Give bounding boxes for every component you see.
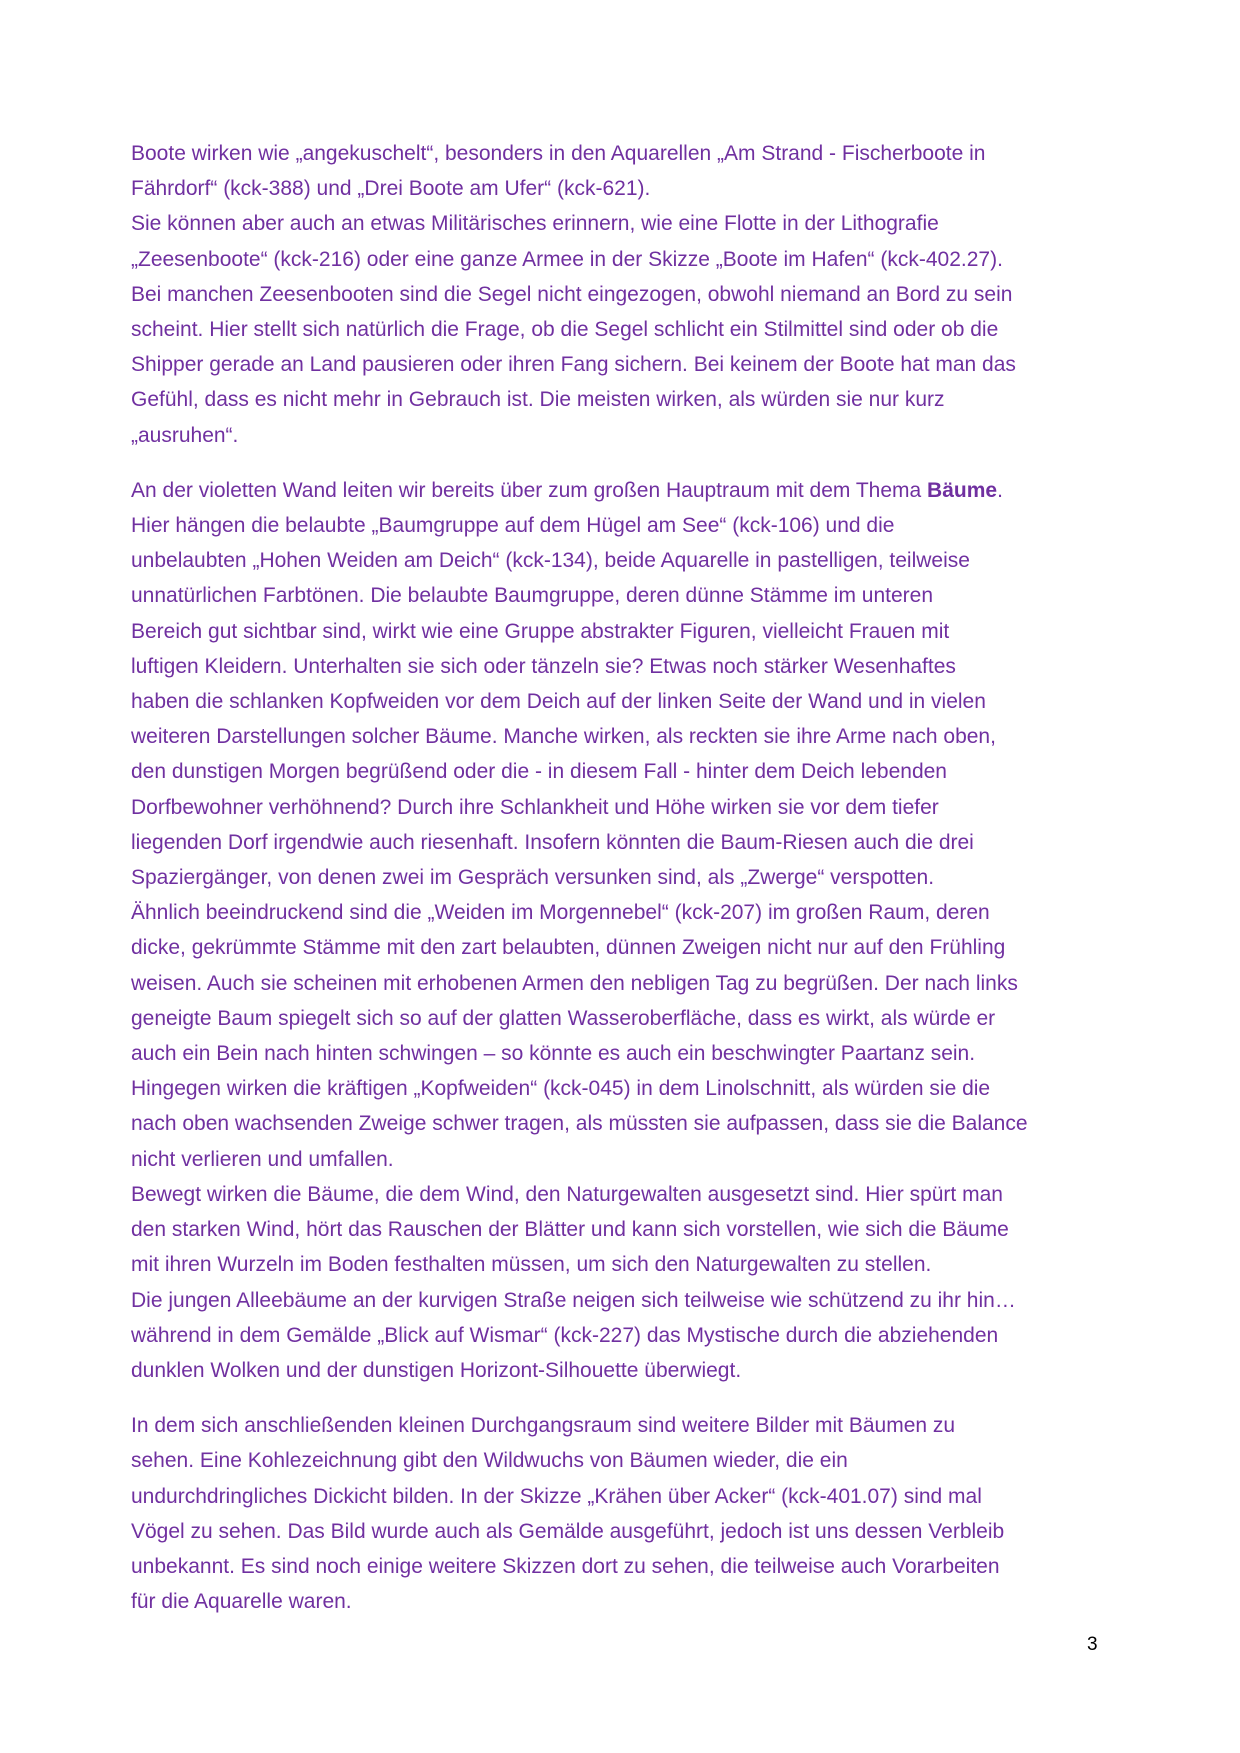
text-line: weisen. Auch sie scheinen mit erhobenen Armen den nebligen Tag zu begrüßen. Der nach links [131, 971, 1018, 995]
text-line: Vögel zu sehen. Das Bild wurde auch als Gemälde ausgeführt, jedoch ist uns dessen Verbleib [131, 1519, 1005, 1543]
text-line: auch ein Bein nach hinten schwingen – so könnte es auch ein beschwingter Paartanz sein. [131, 1042, 976, 1066]
text-line: Sie können aber auch an etwas Militärisches erinnern, wie eine Flotte in der Lithografie [131, 212, 939, 236]
text-line: unnatürlichen Farbtönen. Die belaubte Baumgruppe, deren dünne Stämme im unteren [131, 584, 934, 608]
text-line: unbekannt. Es sind noch einige weitere Skizzen dort zu sehen, die teilweise auch Vorarbeiten [131, 1554, 1000, 1578]
text-line: nach oben wachsenden Zweige schwer tragen, als müssten sie aufpassen, dass sie die Balance [131, 1112, 1028, 1136]
text-line: Spaziergänger, von denen zwei im Gespräch versunken sind, als „Zwerge“ verspotten. [131, 866, 935, 890]
paragraph-spacer [131, 453, 1109, 473]
text-line: luftigen Kleidern. Unterhalten sie sich oder tänzeln sie? Etwas noch stärker Wesenhaftes [131, 654, 956, 678]
text-run: An der violetten Wand leiten wir bereits über zum großen Hauptraum mit dem Thema [131, 478, 928, 502]
text-line: Ähnlich beeindruckend sind die „Weiden im Morgennebel“ (kck-207) im großen Raum, deren [131, 901, 990, 925]
text-line: undurchdringliches Dickicht bilden. In der Skizze „Krähen über Acker“ (kck-401.07) sind mal [131, 1484, 982, 1508]
text-line: liegenden Dorf irgendwie auch riesenhaft. Insofern könnten die Baum-Riesen auch die drei [131, 830, 974, 854]
page-number: 3 [1087, 1634, 1098, 1655]
text-line [131, 473, 1109, 508]
text-line: weiteren Darstellungen solcher Bäume. Manche wirken, als reckten sie ihre Arme nach oben, [131, 725, 996, 749]
text-line: Hingegen wirken die kräftigen „Kopfweiden“ (kck-045) in dem Linolschnitt, als würden sie die [131, 1077, 991, 1101]
text-line: Boote wirken wie „angekuschelt“, besonders in den Aquarellen „Am Strand - Fischerboote in [131, 142, 986, 165]
text-line: nicht verlieren und umfallen. [131, 1147, 394, 1171]
text-line: „ausruhen“. [131, 423, 239, 447]
text-line: haben die schlanken Kopfweiden vor dem Deich auf der linken Seite der Wand und in vielen [131, 690, 986, 714]
text-line: dunklen Wolken und der dunstigen Horizont-Silhouette überwiegt. [131, 1358, 742, 1382]
text-line: sehen. Eine Kohlezeichnung gibt den Wildwuchs von Bäumen wieder, die ein [131, 1449, 848, 1473]
text-line: Shipper gerade an Land pausieren oder ihren Fang sichern. Bei keinem der Boote hat man das [131, 353, 1016, 377]
text-line: Fährdorf“ (kck-388) und „Drei Boote am Ufer“ (kck-621). [131, 177, 651, 201]
text-line: „Zeesenboote“ (kck-216) oder eine ganze Armee in der Skizze „Boote im Hafen“ (kck-402.27). [131, 247, 1003, 271]
text-line: Die jungen Alleebäume an der kurvigen Straße neigen sich teilweise wie schützend zu ihr hin… [131, 1288, 1016, 1312]
paragraph-trees [131, 473, 1109, 1388]
text-line: Dorfbewohner verhöhnend? Durch ihre Schlankheit und Höhe wirken sie vor dem tiefer [131, 795, 939, 819]
paragraph-passage-room [131, 1408, 1109, 1619]
text-line: dicke, gekrümmte Stämme mit den zart belaubten, dünnen Zweigen nicht nur auf den Frühling [131, 936, 1006, 960]
text-line: Bewegt wirken die Bäume, die dem Wind, den Naturgewalten ausgesetzt sind. Hier spürt man [131, 1182, 1003, 1206]
text-run: . [997, 478, 1003, 502]
document-body [131, 136, 1109, 1619]
text-line: Hier hängen die belaubte „Baumgruppe auf dem Hügel am See“ (kck-106) und die [131, 514, 895, 538]
paragraph-spacer [131, 1388, 1109, 1408]
text-line: unbelaubten „Hohen Weiden am Deich“ (kck-134), beide Aquarelle in pastelligen, teilweise [131, 549, 970, 573]
text-line: für die Aquarelle waren. [131, 1590, 352, 1614]
text-line: Bei manchen Zeesenbooten sind die Segel nicht eingezogen, obwohl niemand an Bord zu sein [131, 282, 1013, 306]
text-line: den starken Wind, hört das Rauschen der Blätter und kann sich vorstellen, wie sich die Bäume [131, 1218, 1009, 1242]
text-line: scheint. Hier stellt sich natürlich die Frage, ob die Segel schlicht ein Stilmittel sind oder ob die [131, 318, 999, 342]
text-line: Gefühl, dass es nicht mehr in Gebrauch ist. Die meisten wirken, als würden sie nur kurz [131, 388, 945, 412]
topic-heading-bold: Bäume [927, 478, 998, 502]
paragraph-boats [131, 136, 1109, 453]
text-line: den dunstigen Morgen begrüßend oder die - in diesem Fall - hinter dem Deich lebenden [131, 760, 947, 784]
text-line: Bereich gut sichtbar sind, wirkt wie eine Gruppe abstrakter Figuren, vielleicht Frauen mit [131, 619, 950, 643]
text-line: während in dem Gemälde „Blick auf Wismar“ (kck-227) das Mystische durch die abziehenden [131, 1323, 999, 1347]
text-line: In dem sich anschließenden kleinen Durchgangsraum sind weitere Bilder mit Bäumen zu [131, 1414, 956, 1438]
text-line: geneigte Baum spiegelt sich so auf der glatten Wasseroberfläche, dass es wirkt, als würde er [131, 1006, 996, 1030]
text-line: mit ihren Wurzeln im Boden festhalten müssen, um sich den Naturgewalten zu stellen. [131, 1253, 932, 1277]
